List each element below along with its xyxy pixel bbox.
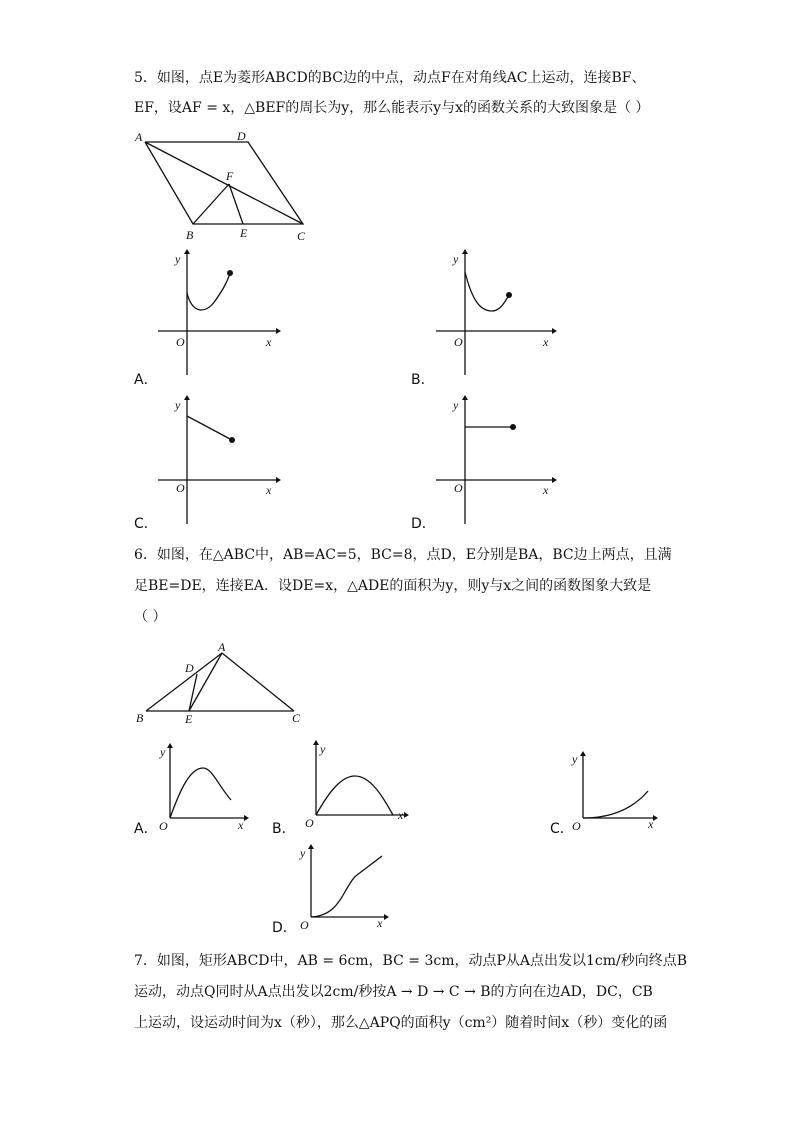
- axis-x-label: x: [398, 808, 404, 822]
- q5-label-f: F: [226, 169, 234, 183]
- q5-line-2: EF，设AF = x，△BEF的周长为y，那么能表示y与x的函数关系的大致图象是（ ）: [134, 100, 650, 116]
- q5-graph-c: [158, 400, 276, 524]
- axis-y-label: y: [175, 398, 181, 412]
- axis-x-label: x: [266, 335, 272, 349]
- q6-option-b[interactable]: B．: [272, 821, 296, 837]
- q5-line-1: 5．如图，点E为菱形ABCD的BC边的中点，动点F在对角线AC上运动，连接BF、: [134, 70, 646, 86]
- q6-label-d: D: [185, 661, 194, 675]
- q6-triangle-figure: [146, 653, 294, 711]
- axis-y-label: y: [320, 742, 326, 756]
- axis-y-label: y: [175, 252, 181, 266]
- q5-graph-d: [436, 400, 552, 524]
- axis-x-label: x: [266, 483, 272, 497]
- axis-origin-label: O: [300, 918, 309, 932]
- axis-y-label: y: [453, 398, 459, 412]
- q7-line-1: 7．如图，矩形ABCD中，AB = 6cm，BC = 3cm，动点P从A点出发以1cm/秒向终点B: [134, 953, 688, 969]
- q6-graph-c: [583, 756, 653, 818]
- axis-origin-label: O: [454, 335, 463, 349]
- axis-x-label: x: [648, 817, 654, 831]
- q7-line-3: 上运动，设运动时间为x（秒），那么△APQ的面积y（cm²）随着时间x（秒）变化的函: [134, 1015, 668, 1031]
- q6-option-c[interactable]: C．: [550, 821, 574, 837]
- axis-y-label: y: [572, 752, 578, 766]
- q6-graph-b: [316, 745, 404, 815]
- q5-label-c: C: [297, 229, 306, 243]
- q5-rhombus-figure: [145, 142, 303, 224]
- q5-graph-a: [158, 254, 276, 375]
- q6-label-c: C: [292, 711, 301, 725]
- axis-origin-label: O: [454, 481, 463, 495]
- q5-graph-b: [436, 254, 552, 375]
- axis-x-label: x: [377, 916, 383, 930]
- q5-label-e: E: [240, 226, 248, 240]
- q5-option-a[interactable]: A．: [134, 372, 158, 388]
- q7-line-2: 运动，动点Q同时从A点出发以2cm/秒按A → D → C → B的方向在边AD，DC，CB: [134, 984, 653, 1000]
- q6-graph-a: [170, 748, 244, 818]
- q6-label-e: E: [185, 712, 193, 726]
- q5-label-b: B: [186, 228, 194, 242]
- q5-option-d[interactable]: D．: [411, 516, 436, 532]
- axis-y-label: y: [160, 745, 166, 759]
- q6-label-b: B: [136, 711, 144, 725]
- axis-origin-label: O: [305, 816, 314, 830]
- axis-origin-label: O: [176, 481, 185, 495]
- axis-origin-label: O: [176, 335, 185, 349]
- q6-label-a: A: [218, 640, 226, 654]
- q6-option-a[interactable]: A．: [134, 821, 158, 837]
- axis-x-label: x: [543, 335, 549, 349]
- q5-label-a: A: [135, 130, 143, 144]
- axis-x-label: x: [543, 483, 549, 497]
- q6-graph-d: [311, 849, 384, 917]
- q5-option-c[interactable]: C．: [134, 516, 158, 532]
- axis-origin-label: O: [572, 819, 581, 833]
- axis-origin-label: O: [159, 819, 168, 833]
- q6-line-3: （ ）: [134, 609, 167, 625]
- q6-option-d[interactable]: D．: [272, 920, 297, 936]
- q5-label-d: D: [237, 129, 246, 143]
- q6-line-1: 6．如图，在△ABC中，AB=AC=5，BC=8，点D，E分别是BA，BC边上两点，且满: [134, 547, 672, 563]
- axis-y-label: y: [300, 846, 306, 860]
- q5-option-b[interactable]: B．: [411, 372, 435, 388]
- q6-line-2: 足BE=DE，连接EA．设DE=x，△ADE的面积为y，则y与x之间的函数图象大致是: [134, 578, 652, 594]
- axis-y-label: y: [453, 252, 459, 266]
- axis-x-label: x: [238, 818, 244, 832]
